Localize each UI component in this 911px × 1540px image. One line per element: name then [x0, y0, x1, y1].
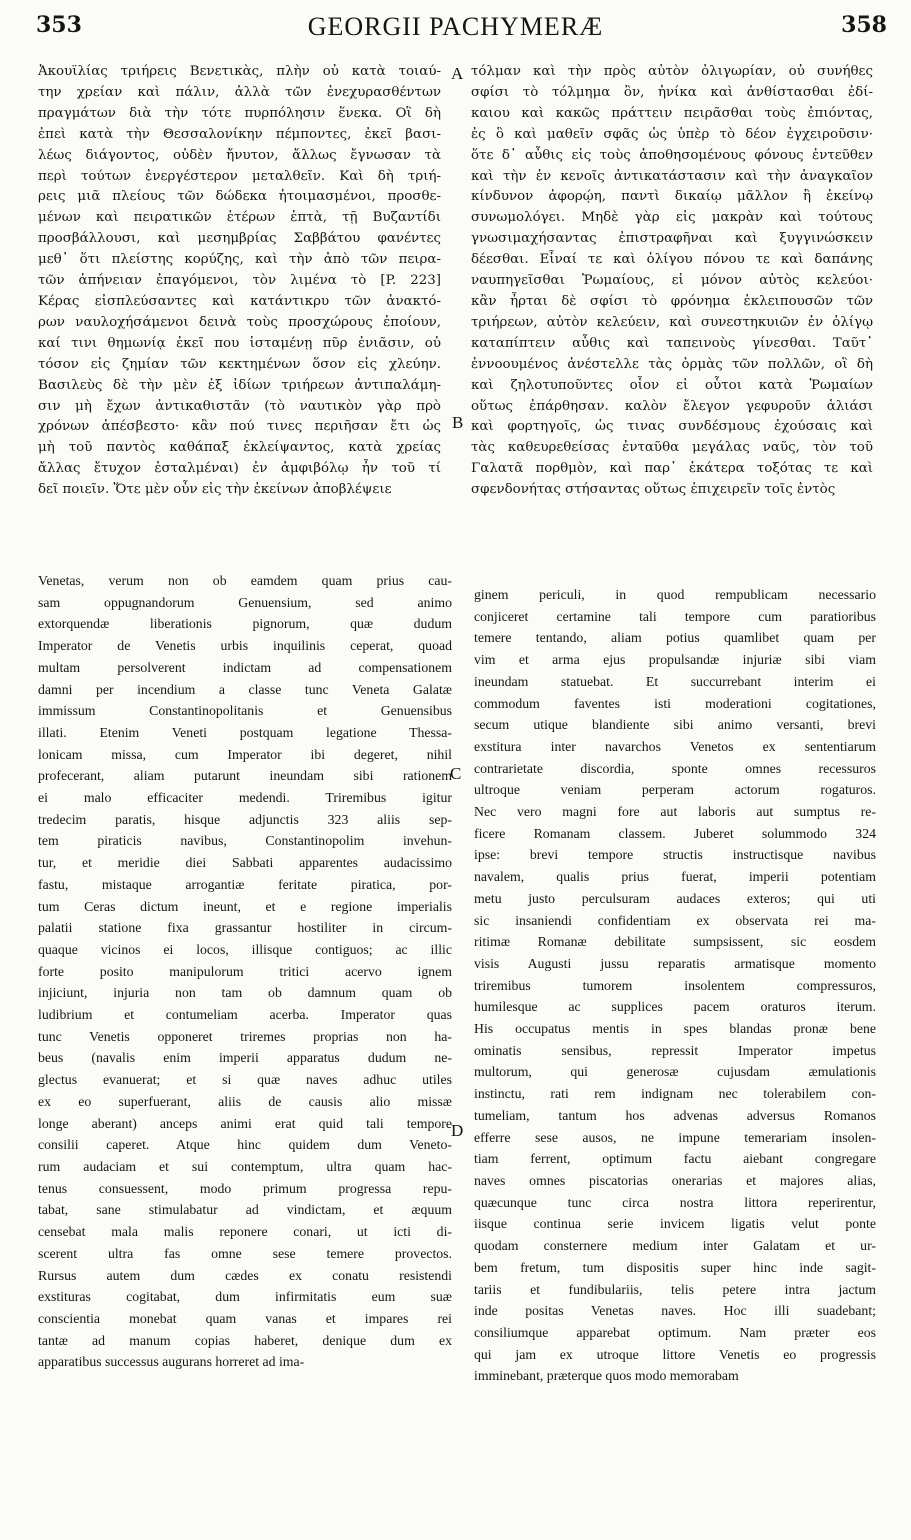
text-line: tem piraticis navibus, Constantinopolim invehun- [38, 833, 452, 849]
text-line: commodum faventes isti moderationi cogitationes, [474, 695, 876, 711]
running-title: GEORGII PACHYMERÆ [307, 12, 604, 41]
text-line: καιου καὶ κακῶς πράττειν πειρᾶσθαι τοὺς ἐπιόντας, [471, 105, 873, 121]
text-line: Imperator de Venetis urbis inquilinis ceperat, quoad [38, 638, 452, 654]
text-line: tabat, sane stimulabatur ad vindictam, et æquum [38, 1202, 452, 1218]
text-line: consiliumque apparebat optimum. Nam præter eos [474, 1324, 876, 1340]
text-line: forte posito manipulorum tritici acervo ignem [38, 963, 452, 979]
text-line: σφίσι τὸ τόλμημα ὂν, ἡνίκα καὶ ἀνθίστασθαι ἐδί- [471, 84, 873, 100]
text-line: injiciunt, injuria non tam ob damnum quam ob [38, 985, 452, 1001]
text-line: consilii caperet. Atque hinc quidem dum Veneto- [38, 1137, 452, 1153]
text-line: ludibrium et contumeliam acerba. Imperator quas [38, 1007, 452, 1023]
text-line: fastu, mistaque arrogantiæ feritate piratica, por- [38, 876, 452, 892]
text-line: τῶν ἀπήνειαν ἐπαγόμενοι, τὸν λιμένα τὸ [P. 223] [38, 273, 441, 289]
text-line: longe aberant) anceps animi erat quid tali tempore [38, 1115, 452, 1131]
text-line: ultroque veniam perperam actorum rogaturos. [474, 782, 876, 798]
text-line: quaque vicinos ei locos, illisque contiguos; ac illic [38, 941, 452, 957]
text-line: Κέρας εἰσπλεύσαντες καὶ κατάντικρυ τῶν ἀνακτό- [38, 293, 441, 309]
text-line: κἂν ἦρται δὲ σφίσι τὸ φρόνημα ἐκλειπουσῶν τῶν [471, 293, 873, 309]
text-line: contrarietate discordia, sponte omnes recessuros [474, 760, 876, 776]
text-line: ineundam statuebat. Et succurrebant interim ei [474, 673, 876, 689]
text-line: μένων καὶ πειρατικῶν ἑτέρων ἑπτὰ, τῇ Βυζαντίδι [38, 210, 441, 226]
text-line: quodam consternere medium inter Galatam et ur- [474, 1238, 876, 1254]
text-line: μεθ᾽ ὅτι πλείστης κορύζης, καὶ τὴν ἀπὸ τῶν πειρα- [38, 252, 441, 268]
right-page-number: 358 [841, 12, 887, 38]
text-line: καὶ φορτηγοῖς, ὡς τινας συνδέσμους ἐχούσαις καὶ [471, 419, 873, 435]
text-line: damni per incendium a classe tunc Veneta Galatæ [38, 681, 452, 697]
text-line: περὶ τούτων ἐνεργέστερον μεταλθεῖν. Καὶ δὴ τριή- [38, 168, 441, 184]
text-line: bem fretum, tum dispositis super hinc inde sagit- [474, 1259, 876, 1275]
text-line: sam oppugnandorum Genuensium, sed animo [38, 594, 452, 610]
text-line: ἐπεὶ κατὰ τὴν Θεσσαλονίκην πέμποντες, ἐκεῖ βασι- [38, 126, 441, 142]
text-line: ὅτε δ᾽ αὖθις εἰς τοὺς ἀποθησομένους φόνους ἐντεῦθεν [471, 147, 873, 163]
text-line: quæcunque tunc circa nostra littora reperirentur, [474, 1194, 876, 1210]
text-line: ginem periculi, in quod rempublicam necessario [474, 587, 876, 602]
text-line: imminebant, præterque quos modo memorabam [474, 1368, 739, 1384]
text-line: censebat mala malis reponere conari, ut icti di- [38, 1224, 452, 1240]
text-line: ominatis sensibus, repressit Imperator impetus [474, 1042, 876, 1058]
text-line: profecerant, aliam putarunt ineundam sibi rationem [38, 768, 452, 784]
text-line: μὴ τοῦ παντὸς καθάπαξ ἐκλείψαντος, κατὰ χρείας [38, 440, 441, 456]
text-line: triremibus tumorem insolentem compressuros, [474, 977, 876, 993]
text-line: exstitura inter navarchos Venetos ex sententiarum [474, 738, 876, 754]
text-line: χρόνων ἀπέσβεστο· κἂν πού τινες περιῆσαν ἔτι ὡς [38, 419, 441, 435]
running-header [0, 6, 911, 46]
text-line: visis Augusti jussu reparatis armatisque momento [474, 955, 876, 971]
text-line: ρεις μιᾶ πλείους τῶν δώδεκα ἡτοιμασμένοι, προσθε- [38, 189, 441, 205]
text-line: iisque continua serie invicem ligatis velut ponte [474, 1216, 876, 1232]
text-line: tantæ ad manum copias haberet, denique dum ex [38, 1332, 452, 1348]
text-line: καί τινι θημωνίᾳ ἐκεῖ που ἱσταμένῃ πῦρ ἐνιᾶσιν, οὐ [38, 335, 441, 351]
text-line: Βασιλεὺς δὲ τὴν μὲν ἐξ ἰδίων τριήρεων ἀντιπαλάμη- [38, 377, 441, 393]
text-line: instinctu, rati rem indignam nec tolerabilem con- [474, 1086, 876, 1102]
text-line: συνωμολόγει. Μηδὲ γὰρ εἰς μακρὰν καὶ τούτους [471, 210, 873, 226]
latin-column-left [38, 570, 452, 1373]
text-line: rum audaciam et sui contemptum, ultra quam hac- [38, 1158, 452, 1174]
text-line: exstituras cogitabat, dum infirmitatis eum suæ [38, 1289, 452, 1305]
text-line: ἄλλας ἔτυχον ἐσταλμέναι) ἐν ἀμφιβόλῳ ἦν τοῦ τί [38, 461, 441, 477]
text-line: Nec vero magni fore aut laboris aut sumptus re- [474, 804, 876, 820]
text-line: glectus evanuerat; et si quæ naves adhuc utiles [38, 1072, 452, 1088]
text-line: tumeliam, tantum hos advenas adversus Romanos [474, 1107, 876, 1123]
text-line: vim et arma ejus propulsandæ injuriæ sibi viam [474, 652, 876, 668]
text-line: tur, et meridie diei Sabbati apparentes audacissimo [38, 855, 452, 871]
latin-column-right [474, 584, 876, 1387]
text-line: καὶ ζηλοτυποῦντες οἷον εἰ οὗτοι κατὰ Ῥωμαίων [471, 377, 873, 393]
text-line: qui jam ex utroque littore Venetis eo progressis [474, 1346, 876, 1362]
text-line: ei malo efficaciter medendi. Triremibus igitur [38, 790, 452, 806]
text-line: Rursus autem dum cædes ex conatu resistendi [38, 1267, 452, 1283]
text-line: τόλμαν καὶ τὴν πρὸς αὐτὸν ὀλιγωρίαν, οὐ συνήθες [471, 64, 873, 79]
text-line: τριήρεων, αὐτὸν κελεύειν, καὶ συνεστηκυιῶν ἐν ὀλίγῳ [471, 314, 873, 330]
margin-letter-d: D [451, 1121, 464, 1140]
text-line: apparatibus successus augurans horreret ad ima- [38, 1354, 305, 1370]
text-line: His occupatus mentis in spes blandas pronæ bene [474, 1021, 876, 1037]
text-line: conjiceret certamine tali tempore cum paratioribus [474, 608, 876, 624]
text-line: navalem, qualis prius fuerat, imperii potentiam [474, 869, 876, 885]
text-line: ipse: brevi tempore structis instructisque navibus [474, 847, 876, 863]
text-line: καὶ τὴν ἐν κενοῖς ἀντικατάστασιν καὶ τὴν ἀναγκαῖον [471, 168, 873, 184]
text-line: temere tentando, aliam potius quamlibet quam per [474, 630, 876, 646]
text-line: Venetas, verum non ob eamdem quam prius cau- [38, 573, 452, 588]
text-line: immissum Constantinopolitanis et Genuensibus [38, 703, 452, 719]
text-line: ναυπηγεῖσθαι Ῥωμαίους, εἰ μόνον αὐτὸς κελεύοι· [471, 273, 873, 289]
text-line: την χρείαν καὶ πάλιν, ἀλλὰ τῶν ἐνεχυρασθέντων [38, 84, 441, 100]
text-line: ficere Romanam classem. Juberet solummodo 324 [474, 825, 876, 841]
text-line: tredecim paratis, hisque adjunctis 323 aliis sep- [38, 811, 452, 827]
text-line: λέως διάγοντος, οὐδὲν ἤνυτον, ἄλλως ἔγνωσαν τὰ [38, 147, 441, 163]
text-line: illati. Etenim Veneti postquam legatione Thessa- [38, 724, 452, 740]
text-line: tum Ceras dictum ineunt, et e regione imperialis [38, 898, 452, 914]
text-line: ex eo superfuerant, aliis de causis alio missæ [38, 1093, 452, 1109]
greek-column-right [471, 62, 873, 501]
margin-letter-a: A [451, 64, 464, 83]
text-line: σιν μὴ ἔχων ἀντικαθιστᾶν (τὸ ναυτικὸν γὰρ πρὸ [38, 398, 441, 414]
text-line: ἐς ὃ καὶ μαθεῖν σφᾶς ὡς ὑπὲρ τὸ δέον ἐγχειροῦσιν· [471, 126, 873, 142]
text-line: inde positas Venetas naves. Hoc illi suadebant; [474, 1303, 876, 1319]
text-line: τόσον εἰς ζημίαν τῶν κεκτημένων ὅσον εἰς χλεύην. [38, 356, 441, 372]
margin-letter-b: B [452, 413, 464, 432]
text-line: naves omnes piscatorias onerarias et majores alias, [474, 1172, 876, 1188]
text-line: extorquendæ liberationis pignorum, quæ dudum [38, 616, 452, 632]
text-line: καταπίπτειν αὖθις καὶ ταπεινοὺς γίνεσθαι. Ταῦτ᾽ [471, 335, 873, 351]
text-line: ἐννοουμένος ἀνέστελλε τὰς ὁρμὰς τῶν πολλῶν, οἳ δὴ [471, 356, 873, 372]
margin-letter-c: C [450, 764, 462, 783]
text-line: palatii statione fixa grassantur hostiliter in circum- [38, 920, 452, 936]
text-line: ρων ναυλοχήσάμενοι δεινὰ τοὺς προσχώρους ἐποίουν, [38, 314, 441, 330]
text-line: tiam ferrent, optimum factu aiebant congregare [474, 1151, 876, 1167]
text-line: multorum, qui generosæ cujusdam æmulationis [474, 1064, 876, 1080]
text-line: efferre sese ausos, ne impune temerariam insolen- [474, 1129, 876, 1145]
left-page-number: 353 [36, 12, 82, 38]
text-line: γνωσιμαχήσαντας ἐπιστραφῆναι καὶ ξυγγινώσκειν [471, 231, 873, 247]
text-line: humilesque ac supplices pacem oraturos iterum. [474, 999, 876, 1015]
text-line: δεῖ ποιεῖν. Ὅτε μὲν οὖν εἰς τὴν ἐκείνων ἀποβλέψειε [38, 482, 392, 498]
text-line: κίνδυνον ἀφορῴη, παντὶ δικαίῳ μᾶλλον ἢ ἐκείνῳ [471, 189, 873, 205]
text-line: tunc Venetis opponeret triremes proprias non ha- [38, 1028, 452, 1044]
text-line: ritimæ Romanæ debilitate sumpsissent, sic eosdem [474, 934, 876, 950]
text-line: multam persolverent indictam ad compensationem [38, 659, 452, 675]
text-line: beus (navalis enim imperii apparatus dudum ne- [38, 1050, 452, 1066]
text-line: Ἀκουϊλίας τριήρεις Βενετικὰς, πλὴν οὐ κατὰ τοιαύ- [38, 64, 441, 79]
text-line: οὕτως ἐπάρθησαν. καλὸν ἔλεγον γεφυροῦν ἁλιάσι [471, 398, 873, 414]
text-line: scerent ultra fas omne sese temere provectos. [38, 1245, 452, 1261]
text-line: tenus consuessent, modo primum progressa repu- [38, 1180, 452, 1196]
text-line: secum utique blandiente sibi animo versanti, brevi [474, 717, 876, 733]
text-line: Γαλατᾶ πορθμὸν, καὶ παρ᾽ ἑκάτερα τοξότας τε καὶ [471, 461, 873, 477]
text-line: metu justo perculsuram audaces exteros; qui uti [474, 890, 876, 906]
text-line: τὰς καθευρεθείσας ἐνταῦθα μεγάλας ναῦς, τὸν τοῦ [471, 440, 873, 456]
text-line: πραγμάτων διὰ τὴν τότε πυρπόλησιν ἕνεκα. Οἳ δὴ [38, 105, 441, 121]
text-line: lonicam missa, cum Imperator ibi degeret, nihil [38, 746, 452, 762]
greek-column-left [38, 62, 441, 501]
text-line: προσβάλλουσι, καὶ μεσημβρίας Σαββάτου φανέντες [38, 231, 441, 247]
text-line: conscientia monebat quam vanas et impares rei [38, 1310, 452, 1326]
text-line: σφενδονήτας στήσαντας οὕτως ἐπιχειρεῖν τοῖς ἐντὸς [471, 482, 836, 498]
text-line: sic insaniendi confidentiam ex observata rei ma- [474, 912, 876, 928]
text-line: tariis et fundibulariis, telis petere intra jactum [474, 1281, 876, 1297]
text-line: δέεσθαι. Εἶναί τε καὶ ὀλίγου πόνου τε καὶ δαπάνης [471, 252, 873, 268]
